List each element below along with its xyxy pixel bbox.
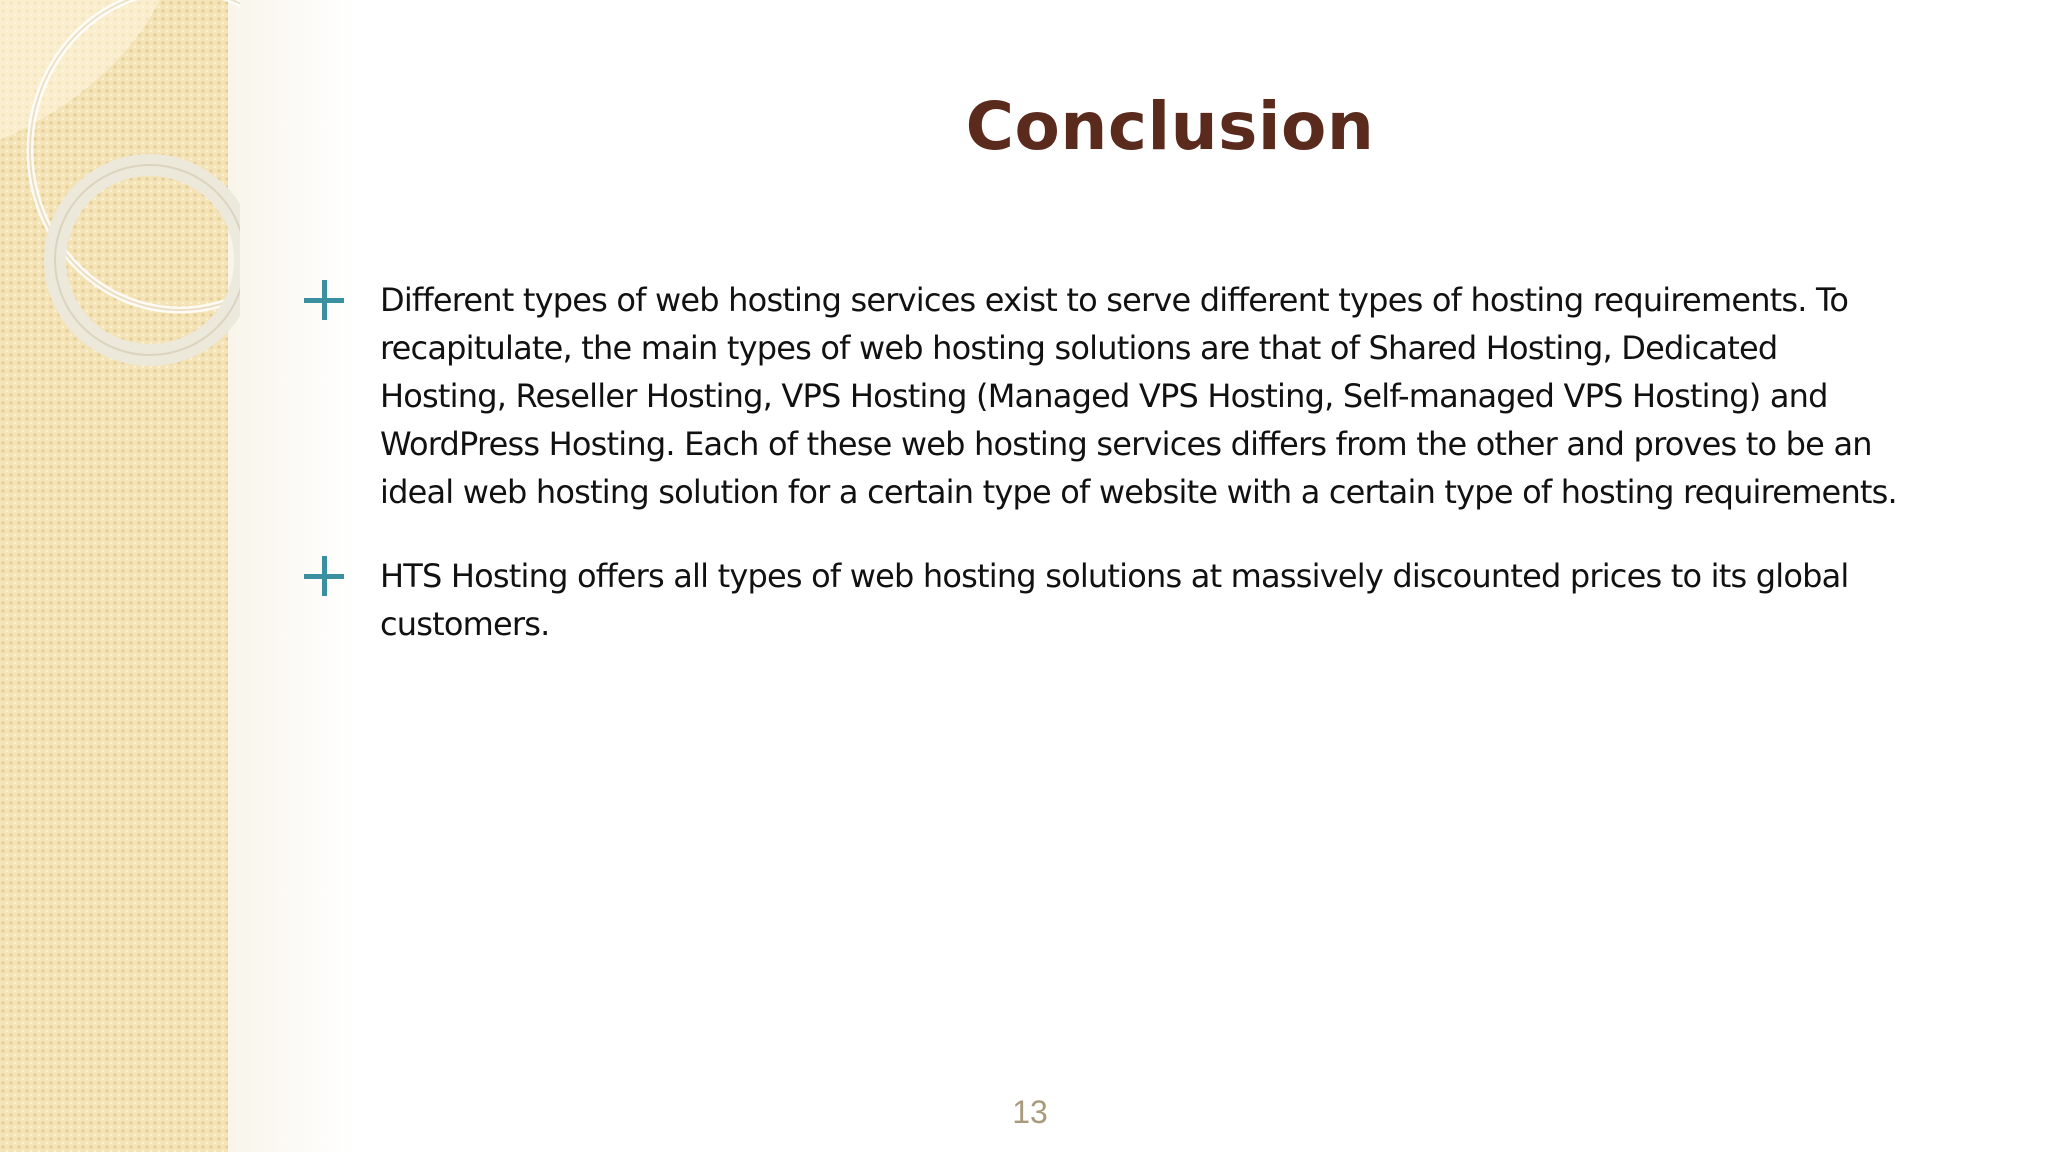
slide-title: Conclusion bbox=[965, 88, 1375, 165]
decorative-rings bbox=[0, 0, 240, 400]
page-number: 13 bbox=[1012, 1094, 1048, 1130]
plus-icon bbox=[304, 280, 344, 320]
bullet-item bbox=[300, 552, 1900, 648]
plus-icon bbox=[304, 556, 344, 596]
bullet-list bbox=[300, 276, 1900, 684]
bullet-text: HTS Hosting offers all types of web hosting solutions at massively discounted prices to its global customers. bbox=[380, 557, 1849, 643]
bullet-item bbox=[300, 276, 1900, 516]
bullet-text: Different types of web hosting services exist to serve different types of hosting requirements. To recapitulate, the main types of web hosting solutions are that of Shared Hosting, Dedicated Hosting, Reseller Hosting, VPS Hosting (Managed VPS Hosting, Self-managed VPS Hosting) and WordPress Hosting. Each of these web hosting services differs from the other and proves to be an ideal web hosting solution for a certain type of website with a certain type of hosting requirements. bbox=[380, 281, 1897, 511]
